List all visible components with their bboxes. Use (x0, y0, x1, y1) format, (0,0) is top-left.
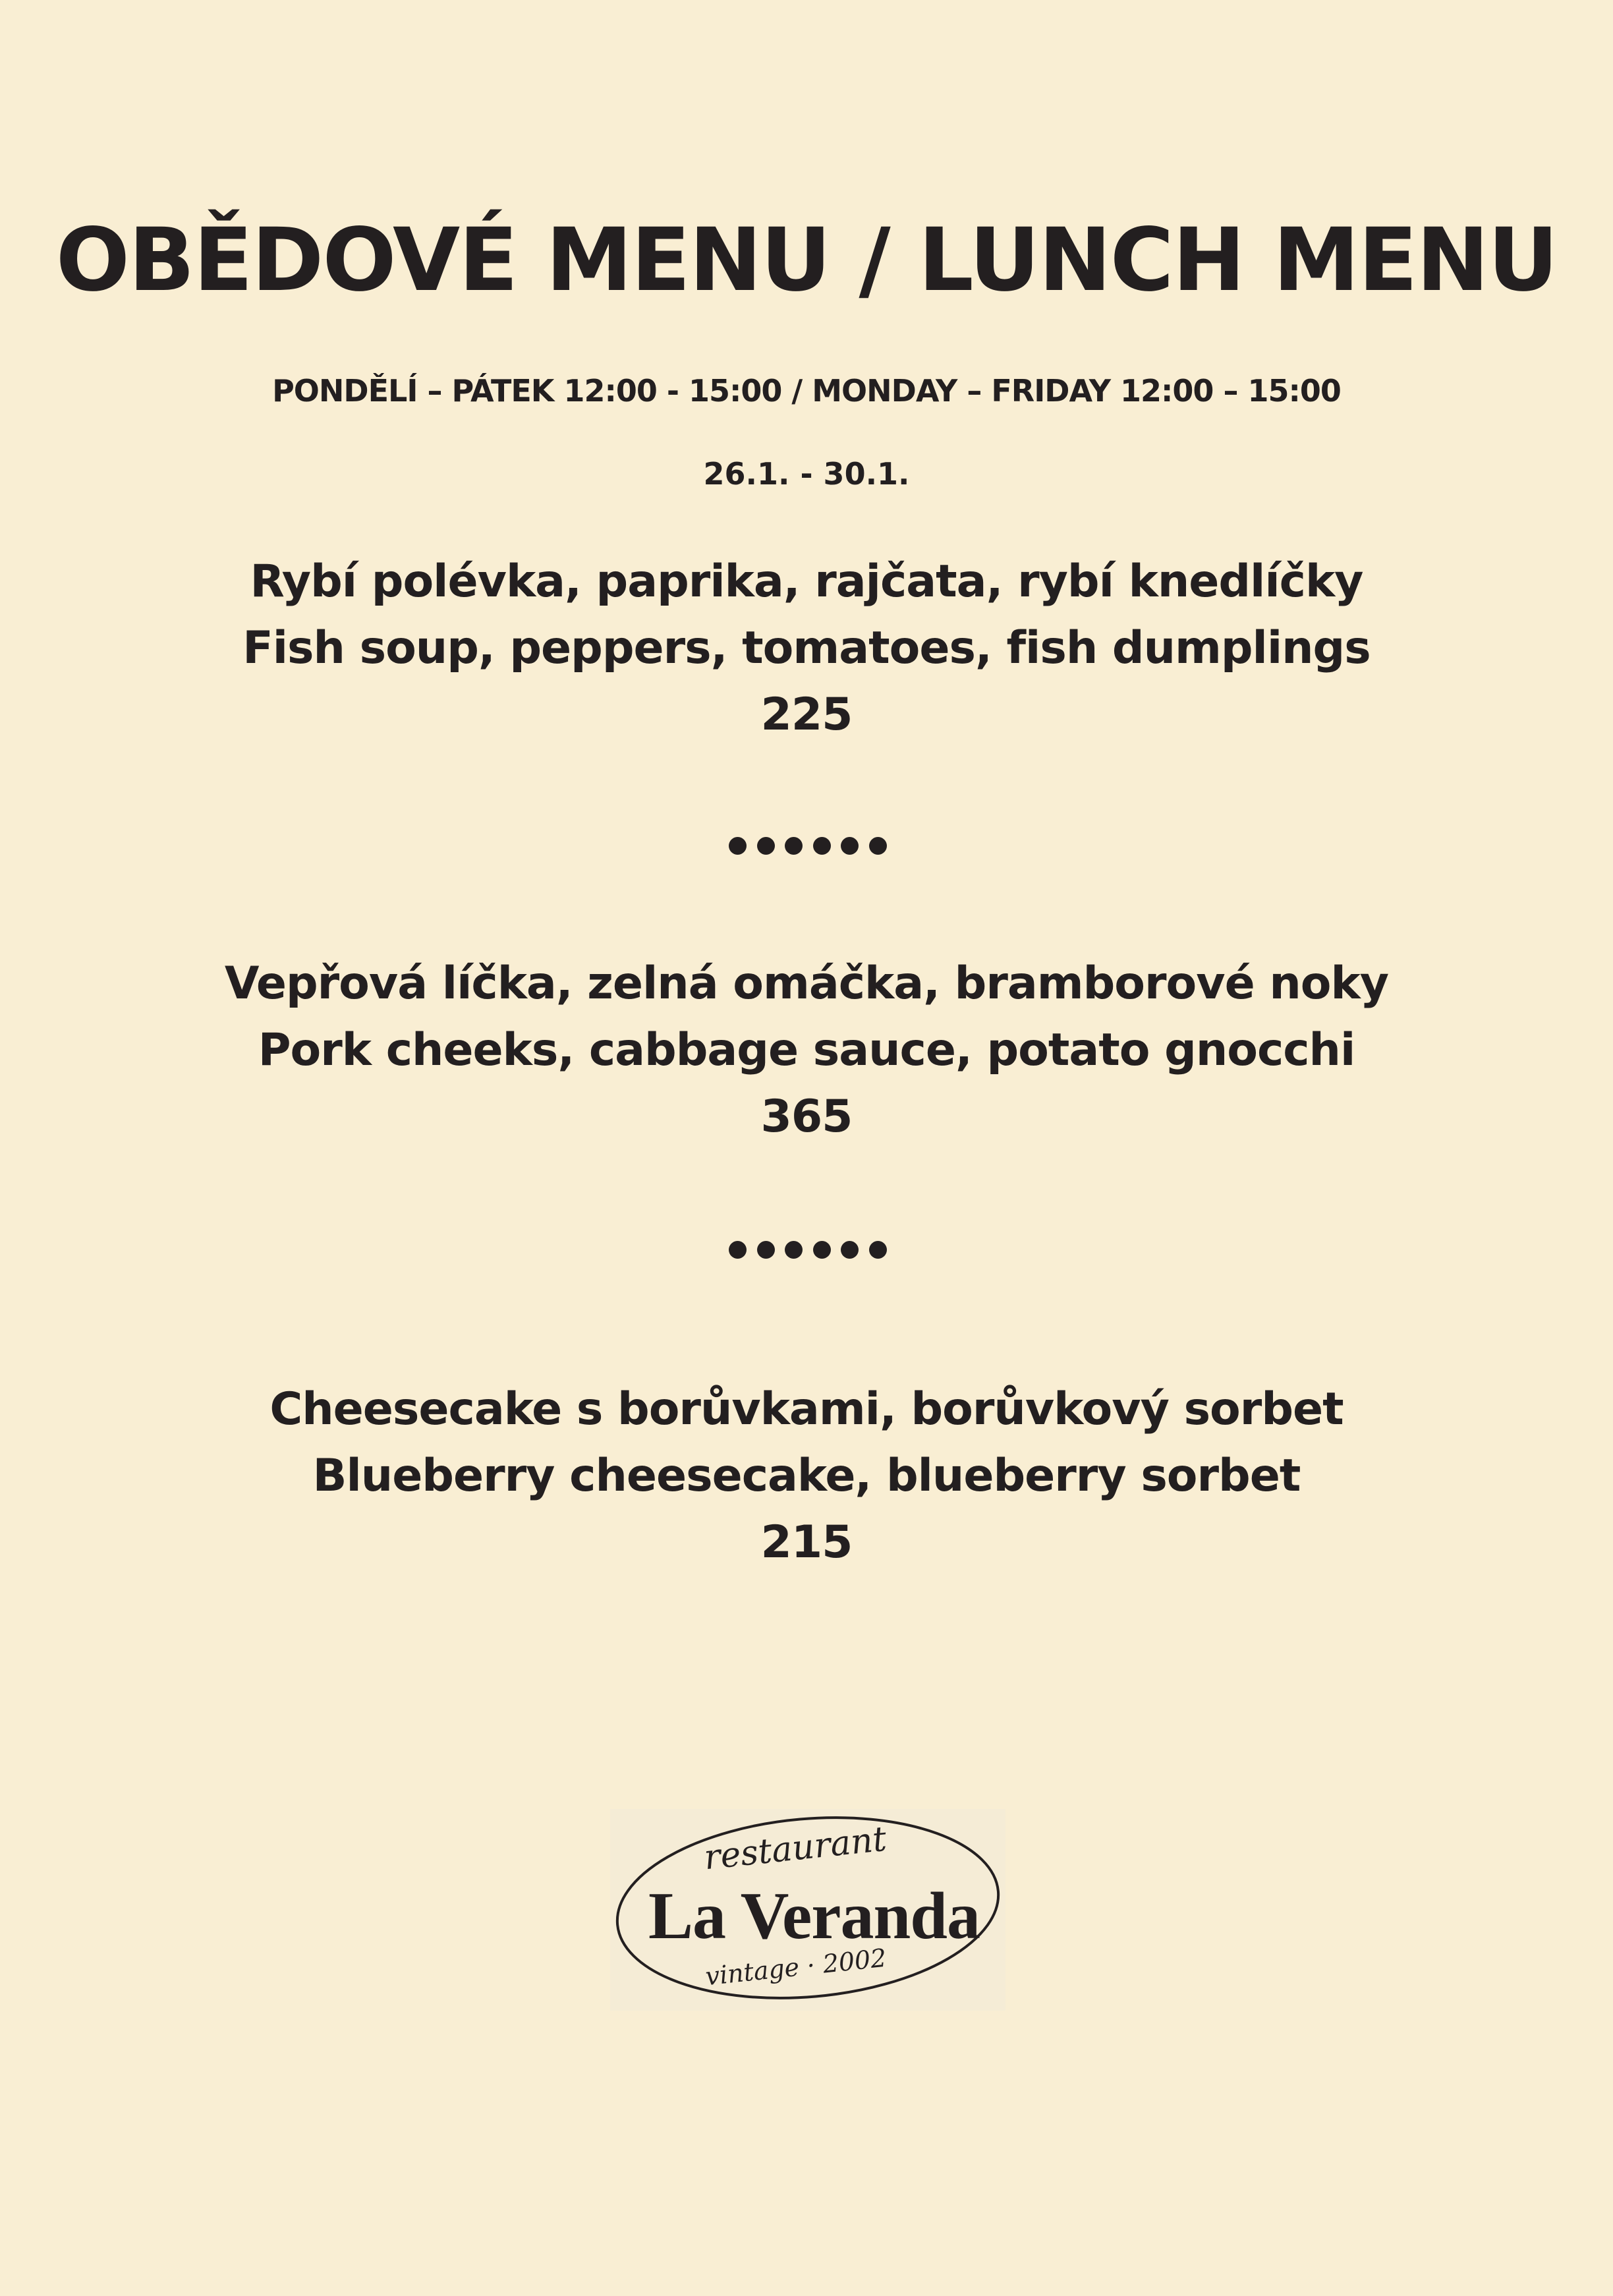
dish-name-czech: Rybí polévka, paprika, rajčata, rybí knedlíčky (250, 556, 1363, 608)
opening-hours: PONDĚLÍ – PÁTEK 12:00 - 15:00 / MONDAY – FRIDAY 12:00 – 15:00 (272, 373, 1341, 409)
logo-name: La Veranda (648, 1879, 980, 1953)
dish-item (0, 950, 1613, 1150)
dot-icon (785, 837, 803, 855)
dot-icon (757, 1241, 775, 1259)
dot-icon (869, 1241, 887, 1259)
logo-vintage-text: vintage · 2002 (704, 1943, 888, 1992)
restaurant-logo (610, 1809, 1005, 2011)
dot-icon (729, 1241, 747, 1259)
logo-restaurant-text: restaurant (702, 1819, 889, 1878)
dish-name-english: Pork cheeks, cabbage sauce, potato gnocchi (258, 1024, 1355, 1076)
dish-price: 215 (760, 1516, 853, 1568)
dish-name-czech: Vepřová líčka, zelná omáčka, bramborové noky (224, 958, 1389, 1010)
dish-item (0, 548, 1613, 748)
dish-price: 365 (760, 1091, 853, 1143)
menu-title: OBĚDOVÉ MENU / LUNCH MENU (55, 210, 1558, 311)
dot-separator (729, 836, 887, 855)
dish-item (0, 1376, 1613, 1576)
dot-icon (841, 1241, 859, 1259)
dot-icon (729, 837, 747, 855)
dish-name-english: Blueberry cheesecake, blueberry sorbet (312, 1450, 1301, 1502)
dish-name-english: Fish soup, peppers, tomatoes, fish dumplings (242, 622, 1371, 674)
dot-icon (813, 1241, 831, 1259)
menu-dates: 26.1. - 30.1. (703, 456, 910, 492)
dot-separator (729, 1240, 887, 1259)
dot-icon (785, 1241, 803, 1259)
dish-name-czech: Cheesecake s borůvkami, borůvkový sorbet (269, 1383, 1344, 1435)
dish-price: 225 (760, 689, 853, 741)
dot-icon (813, 837, 831, 855)
dot-icon (757, 837, 775, 855)
dot-icon (869, 837, 887, 855)
dot-icon (841, 837, 859, 855)
